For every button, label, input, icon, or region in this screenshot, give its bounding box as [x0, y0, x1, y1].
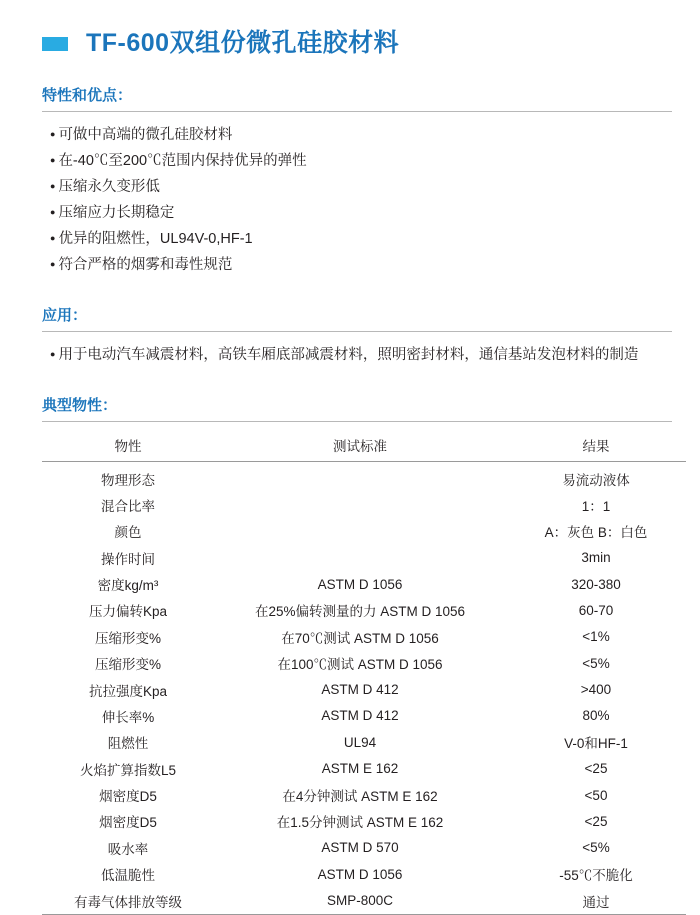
table-row: [42, 571, 686, 597]
cell-standard: ASTM D 412: [321, 708, 399, 724]
cell-result: <50: [584, 787, 608, 803]
table-row: [42, 703, 686, 729]
table-row: [42, 887, 686, 914]
cell-result: 80%: [582, 708, 610, 724]
cell-result: 3min: [581, 550, 611, 566]
table-row: [42, 624, 686, 650]
cell-property: 颜色: [114, 525, 142, 541]
cell-result: 通过: [582, 894, 610, 910]
cell-standard: [214, 518, 506, 544]
cell-property: 有毒气体排放等级: [74, 894, 182, 910]
properties-heading: 典型物性：: [42, 396, 118, 414]
features-heading: 特性和优点：: [42, 86, 133, 104]
cell-property: 压力偏转Kpa: [88, 604, 168, 620]
cell-property: 伸长率%: [101, 709, 155, 725]
cell-result: <5%: [582, 655, 610, 671]
table-row: [42, 755, 686, 781]
list-item: ● 符合严格的烟雾和毒性规范: [50, 252, 672, 278]
cell-property: 物理形态: [101, 472, 155, 488]
cell-property: 阻燃性: [107, 736, 149, 752]
title-marker-icon: [42, 37, 68, 51]
cell-result: V-0和HF-1: [564, 736, 628, 752]
column-header-standard: 测试标准: [333, 438, 387, 454]
list-item: ● 在-40℃至200℃范围内保持优异的弹性: [50, 148, 672, 174]
features-divider: [42, 111, 672, 112]
cell-property: 压缩形变%: [94, 657, 161, 673]
properties-divider: [42, 421, 672, 422]
table-row: [42, 835, 686, 861]
table-row: [42, 782, 686, 808]
list-item: ● 优异的阻燃性，UL94V-0,HF-1: [50, 226, 672, 252]
applications-divider: [42, 331, 672, 332]
cell-standard: ASTM D 1056: [317, 576, 403, 592]
page-title: TF-600双组份微孔硅胶材料: [86, 29, 400, 57]
cell-result: <5%: [582, 840, 610, 856]
cell-result: 易流动液体: [562, 472, 630, 488]
cell-property: 混合比率: [101, 498, 155, 514]
column-header-property: 物性: [114, 438, 142, 454]
properties-section: [28, 394, 672, 915]
cell-result: >400: [580, 682, 612, 697]
cell-property: 火焰扩算指数L5: [79, 762, 177, 778]
features-list: [28, 122, 672, 278]
table-row: [42, 650, 686, 676]
column-header-result: 结果: [582, 438, 610, 454]
applications-section: [28, 304, 672, 368]
cell-result: <1%: [582, 629, 610, 645]
cell-standard: 在70℃测试 ASTM D 1056: [281, 630, 439, 646]
cell-result: 1：1: [581, 498, 611, 514]
table-row: [42, 461, 686, 492]
features-section: [28, 84, 672, 278]
cell-result: 320-380: [571, 576, 621, 592]
table-row: [42, 676, 686, 702]
list-item: ● 用于电动汽车减震材料，高铁车厢底部减震材料，照明密封材料，通信基站发泡材料的制造: [50, 342, 672, 368]
page-title-row: [28, 0, 672, 58]
table-header-row: [42, 432, 686, 462]
cell-property: 操作时间: [101, 551, 155, 567]
cell-standard: ASTM D 1056: [317, 866, 403, 882]
table-row: [42, 544, 686, 570]
list-item: ● 可做中高端的微孔硅胶材料: [50, 122, 672, 148]
cell-standard: 在25%偏转测量的力 ASTM D 1056: [254, 604, 466, 620]
cell-standard: ASTM E 162: [321, 761, 399, 777]
table-row: [42, 861, 686, 887]
cell-result: <25: [584, 761, 608, 777]
cell-property: 抗拉强度Kpa: [88, 683, 168, 699]
cell-property: 低温脆性: [101, 868, 155, 884]
cell-result: A：灰色 B：白色: [544, 525, 648, 541]
cell-property: 烟密度D5: [99, 789, 157, 804]
table-row: [42, 597, 686, 623]
cell-result: 60-70: [578, 602, 614, 618]
cell-property: 密度kg/m³: [97, 578, 159, 593]
list-item: ● 压缩应力长期稳定: [50, 200, 672, 226]
cell-property: 压缩形变%: [94, 630, 161, 646]
cell-result: -55℃不脆化: [559, 868, 633, 884]
list-item: ● 压缩永久变形低: [50, 174, 672, 200]
cell-standard: [214, 544, 506, 570]
cell-standard: [214, 492, 506, 518]
cell-standard: 在100℃测试 ASTM D 1056: [277, 657, 443, 673]
cell-standard: ASTM D 412: [321, 682, 399, 697]
cell-result: <25: [584, 813, 608, 829]
cell-standard: UL94: [343, 734, 377, 750]
table-row: [42, 518, 686, 544]
table-row: [42, 808, 686, 834]
cell-property: 烟密度D5: [99, 815, 157, 831]
applications-heading: 应用：: [42, 306, 88, 324]
cell-standard: SMP-800C: [326, 893, 394, 908]
properties-table: [42, 432, 686, 915]
cell-standard: 在4分钟测试 ASTM E 162: [282, 789, 438, 804]
cell-standard: ASTM D 570: [321, 840, 399, 856]
cell-standard: 在1.5分钟测试 ASTM E 162: [276, 815, 444, 831]
cell-standard: [214, 461, 506, 492]
applications-list: [28, 342, 672, 368]
cell-property: 吸水率: [107, 841, 149, 857]
table-row: [42, 729, 686, 755]
table-row: [42, 492, 686, 518]
